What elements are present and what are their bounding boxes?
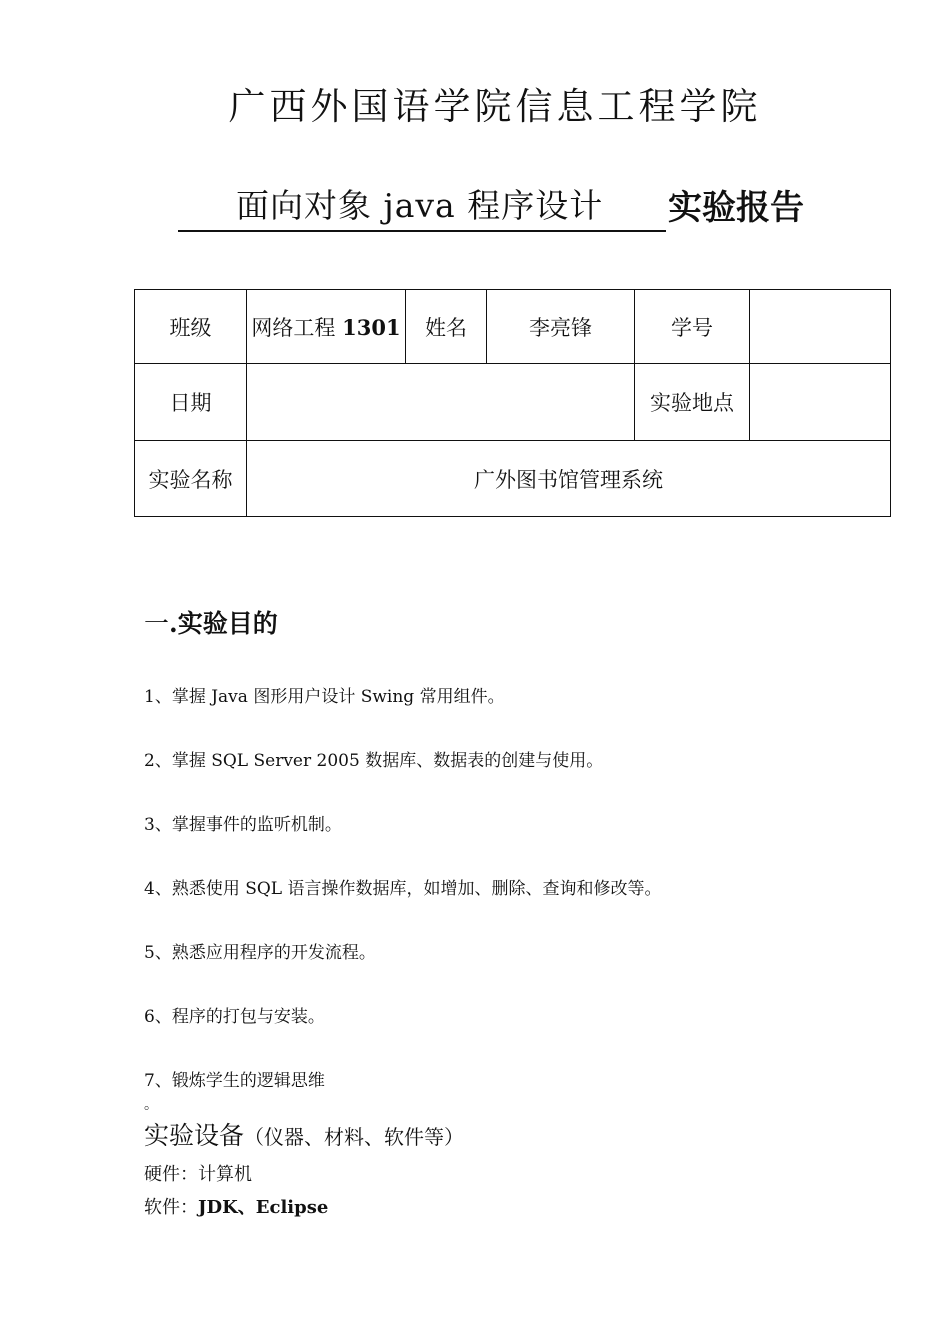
course-underline bbox=[178, 230, 666, 232]
class-label: 班级 bbox=[135, 290, 247, 364]
report-title: 实验报告 bbox=[668, 188, 804, 228]
section1-heading-prefix: 一 bbox=[144, 609, 170, 638]
course-title: 面向对象 java 程序设计 bbox=[236, 186, 604, 225]
section1-heading-text: .实验目的 bbox=[169, 609, 278, 638]
class-cell bbox=[247, 290, 406, 364]
class-value: 网络工程 bbox=[251, 315, 336, 340]
section1-heading bbox=[144, 604, 278, 640]
school-title: 广西外国语学院信息工程学院 bbox=[228, 85, 762, 128]
location-label: 实验地点 bbox=[635, 364, 750, 441]
date-label: 日期 bbox=[135, 364, 247, 441]
list-item: 2、掌握 SQL Server 2005 数据库、数据表的创建与使用。 bbox=[144, 751, 604, 771]
location-value bbox=[750, 364, 891, 441]
list-item: 3、掌握事件的监听机制。 bbox=[144, 815, 342, 835]
hardware-value: 计算机 bbox=[198, 1164, 252, 1185]
hardware-line bbox=[144, 1160, 252, 1186]
list-item: 6、程序的打包与安装。 bbox=[144, 1007, 325, 1027]
list-item: 5、熟悉应用程序的开发流程。 bbox=[144, 943, 376, 963]
name-label: 姓名 bbox=[406, 290, 487, 364]
exp-name-label: 实验名称 bbox=[135, 441, 247, 517]
section2-heading-suffix: （仪器、材料、软件等） bbox=[244, 1125, 465, 1149]
date-value bbox=[247, 364, 635, 441]
class-number: 1301 bbox=[342, 314, 401, 340]
section2-heading-main: 实验设备 bbox=[144, 1121, 245, 1150]
table-row bbox=[135, 364, 891, 441]
list-item: 1、掌握 Java 图形用户设计 Swing 常用组件。 bbox=[144, 687, 505, 707]
table-row bbox=[135, 290, 891, 364]
id-value bbox=[750, 290, 891, 364]
info-table bbox=[134, 289, 891, 517]
list-item: 4、熟悉使用 SQL 语言操作数据库，如增加、删除、查询和修改等。 bbox=[144, 879, 662, 899]
software-line bbox=[144, 1193, 328, 1219]
stray-mark: 。 bbox=[144, 1097, 158, 1113]
software-value: JDK、Eclipse bbox=[198, 1197, 329, 1218]
exp-name-value: 广外图书馆管理系统 bbox=[247, 441, 891, 517]
id-label: 学号 bbox=[635, 290, 750, 364]
software-label: 软件： bbox=[144, 1197, 198, 1218]
name-value: 李亮锋 bbox=[487, 290, 635, 364]
list-item: 7、锻炼学生的逻辑思维 bbox=[144, 1071, 325, 1091]
table-row bbox=[135, 441, 891, 517]
section2-heading bbox=[144, 1116, 464, 1152]
hardware-label: 硬件： bbox=[144, 1164, 198, 1185]
